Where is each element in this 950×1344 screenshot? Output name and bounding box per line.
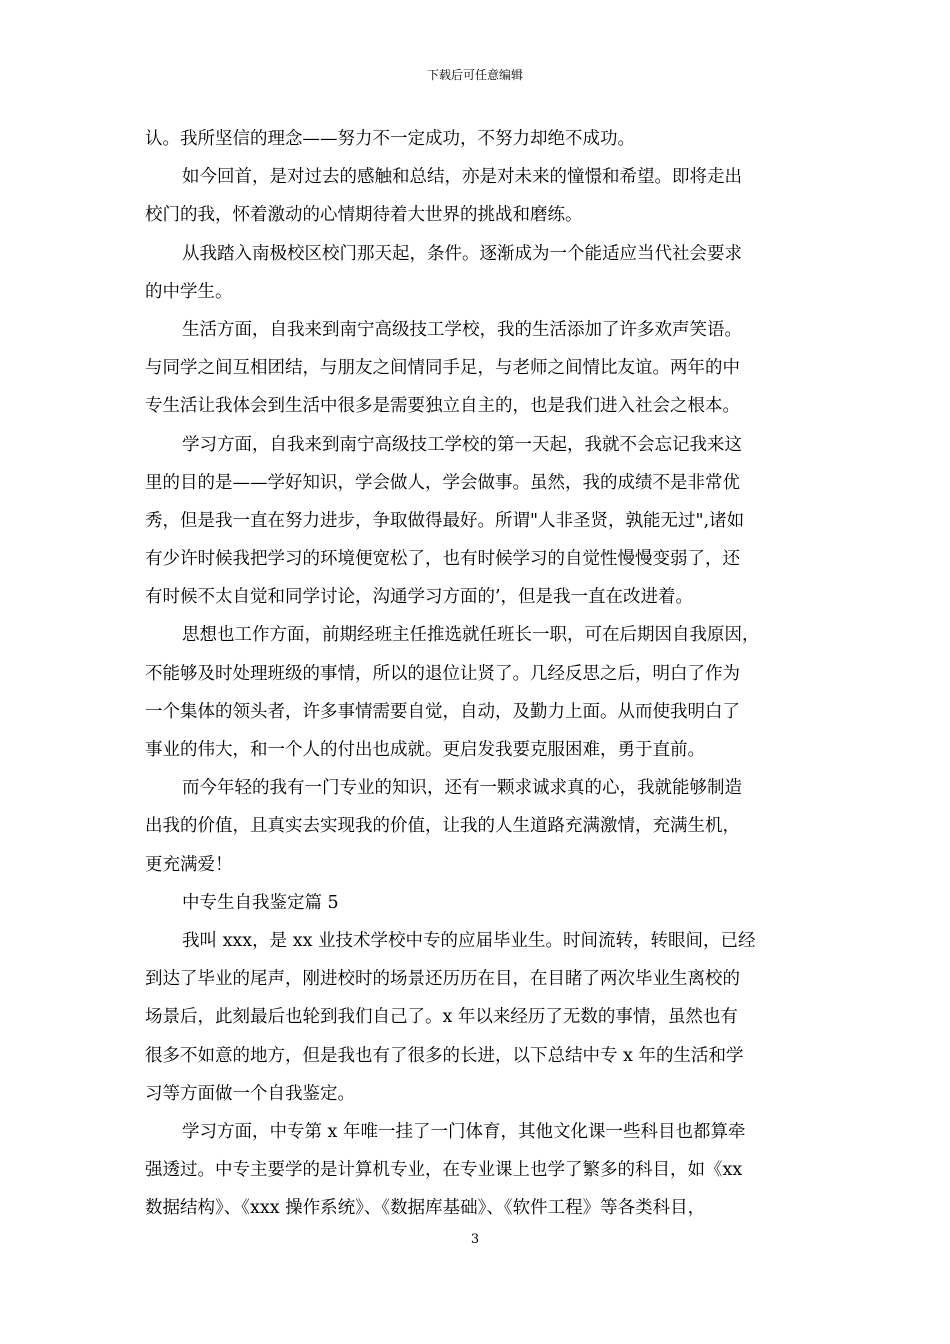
text-line: 更充满爱！ xyxy=(145,854,233,875)
text-line: 不能够及时处理班级的事情，所以的退位让贤了。几经反思之后，明白了作为 xyxy=(145,663,740,684)
text-line: 很多不如意的地方，但是我也有了很多的长进，以下总结中专 x 年的生活和学 xyxy=(145,1045,744,1066)
text-line: 而今年轻的我有一门专业的知识，还有一颗求诚求真的心，我就能够制造 xyxy=(182,778,742,799)
text-line: 数据结构》、《xxx 操作系统》、《数据库基础》、《软件工程》等各类科目， xyxy=(145,1198,706,1219)
text-line: 学习方面，自我来到南宁高级技工学校的第一天起，我就不会忘记我来这 xyxy=(182,434,742,455)
text-line: 事业的伟大，和一个人的付出也成就。更启发我要克服困难，勇于直前。 xyxy=(145,740,705,760)
text-line: 场景后，此刻最后也轮到我们自己了。x 年以来经历了无数的事情，虽然也有 xyxy=(145,1007,738,1028)
text-line: 有时候不太自觉和同学讨论，沟通学习方面的’，但是我一直在改进着。 xyxy=(145,587,694,608)
text-line: 专生活让我体会到生活中很多是需要独立自主的，也是我们进入社会之根本。 xyxy=(145,396,740,417)
text-line: 一个集体的领头者，许多事情需要自觉，自动，及勤力上面。从而使我明白了 xyxy=(145,701,740,722)
text-line: 习等方面做一个自我鉴定。 xyxy=(145,1083,355,1104)
text-line: 从我踏入南极校区校门那天起，条件。逐渐成为一个能适应当代社会要求 xyxy=(182,243,742,264)
text-line: 里的目的是——学好知识，学会做人，学会做事。虽然，我的成绩不是非常优 xyxy=(145,472,740,493)
text-line: 强透过。中专主要学的是计算机专业，在专业课上也学了繁多的科目，如《xx xyxy=(145,1160,743,1181)
text-line: 的中学生。 xyxy=(145,281,233,302)
text-line: 秀，但是我一直在努力进步，争取做得最好。所谓"人非圣贤，孰能无过",诸如 xyxy=(145,510,745,531)
text-line: 中专生自我鉴定篇 5 xyxy=(182,892,339,913)
text-line: 出我的价值，且真实去实现我的价值，让我的人生道路充满激情，充满生机， xyxy=(145,816,740,837)
text-line: 认。我所坚信的理念——努力不一定成功，不努力却绝不成功。 xyxy=(145,129,635,149)
text-line: 生活方面，自我来到南宁高级技工学校，我的生活添加了许多欢声笑语。 xyxy=(182,319,742,340)
text-line: 如今回首，是对过去的感触和总结，亦是对未来的憧憬和希望。即将走出 xyxy=(182,167,742,188)
text-line: 有少许时候我把学习的环境便宽松了，也有时候学习的自觉性慢慢变弱了，还 xyxy=(145,549,740,570)
text-line: 思想也工作方面，前期经班主任推选就任班长一职，可在后期因自我原因， xyxy=(182,625,760,646)
text-line: 到达了毕业的尾声，刚进校时的场景还历历在目，在目睹了两次毕业生离校的 xyxy=(145,969,740,990)
text-line: 学习方面，中专第 x 年唯一挂了一门体育，其他文化课一些科目也都算牵 xyxy=(182,1121,746,1142)
text-line: 我叫 xxx，是 xx 业技术学校中专的应届毕业生。时间流转，转眼间，已经 xyxy=(182,930,756,951)
document-body xyxy=(145,120,810,1227)
text-line: 校门的我，怀着激动的心情期待着大世界的挑战和磨练。 xyxy=(145,205,583,226)
page-number: 3 xyxy=(470,1232,480,1247)
page-header: 下载后可任意编辑 xyxy=(426,68,523,82)
text-line: 与同学之间互相团结，与朋友之间情同手足，与老师之间情比友谊。两年的中 xyxy=(145,358,740,379)
